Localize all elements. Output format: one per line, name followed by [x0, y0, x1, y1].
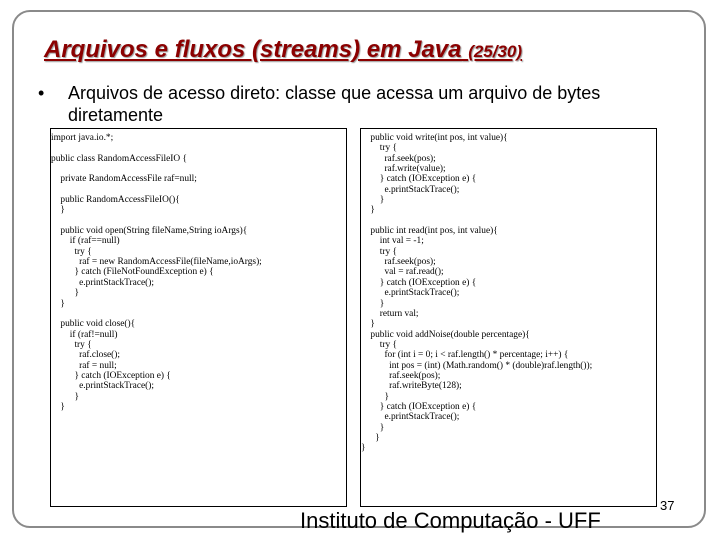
slide-title — [44, 36, 522, 64]
code-line: e.printStackTrace(); — [361, 184, 460, 195]
code-line: } — [51, 288, 79, 299]
code-line: int pos = (int) (Math.random() * (double)raf.length()); — [361, 360, 593, 371]
code-line: public RandomAccessFileIO(){ — [51, 195, 180, 206]
code-line: e.printStackTrace(); — [361, 288, 460, 299]
title-page-count: (25/30) — [468, 42, 523, 61]
footer-institution: Instituto de Computação - UFF — [300, 508, 601, 533]
code-listing-left — [50, 128, 347, 507]
code-line: public void write(int pos, int value){ — [361, 133, 508, 143]
code-line: public class RandomAccessFileIO { — [51, 153, 187, 164]
page-number: 37 — [660, 498, 675, 513]
code-line: raf = new RandomAccessFile(fileName,ioArgs); — [51, 257, 262, 268]
code-line: raf.seek(pos); — [361, 370, 441, 381]
code-line — [51, 216, 346, 226]
code-line: } — [51, 391, 79, 402]
code-line: e.printStackTrace(); — [51, 277, 155, 288]
code-line: try { — [51, 339, 92, 350]
code-line: private RandomAccessFile raf=null; — [51, 174, 197, 185]
code-line — [51, 143, 346, 153]
code-line: int val = -1; — [361, 236, 424, 247]
code-line: return val; — [361, 308, 419, 319]
code-line: } — [361, 422, 385, 433]
code-listing-right — [360, 128, 657, 507]
code-line: e.printStackTrace(); — [51, 381, 155, 392]
code-line: public int read(int pos, int value){ — [361, 226, 498, 237]
code-line: } — [361, 443, 366, 454]
code-line: } — [51, 401, 65, 412]
code-line: if (raf==null) — [51, 236, 120, 247]
code-line: } catch (IOException e) { — [361, 174, 477, 185]
code-line: } — [51, 205, 65, 216]
code-line: import java.io.*; — [51, 133, 114, 143]
code-line: try { — [361, 143, 398, 154]
code-line: raf.seek(pos); — [361, 257, 436, 268]
code-line: } catch (IOException e) { — [51, 370, 171, 381]
code-line: } — [361, 319, 375, 330]
code-line: try { — [361, 339, 398, 350]
code-line: raf.writeByte(128); — [361, 381, 462, 392]
code-line: raf.write(value); — [361, 164, 446, 175]
title-main: Arquivos e fluxos (streams) em Java — [44, 36, 462, 63]
bullet-text: Arquivos de acesso direto: classe que acessa um arquivo de bytes diretamente — [68, 83, 601, 125]
code-line — [51, 185, 346, 195]
code-line: } — [51, 298, 65, 309]
code-line: } — [361, 298, 385, 309]
code-line: try { — [51, 246, 92, 257]
code-line: try { — [361, 246, 398, 257]
code-line: } — [361, 205, 375, 216]
code-line: public void open(String fileName,String ioArgs){ — [51, 226, 248, 237]
bullet-icon: • — [38, 83, 45, 103]
code-line: raf.close(); — [51, 350, 120, 361]
code-line: raf = null; — [51, 360, 117, 371]
code-line: } — [361, 195, 385, 206]
code-line: } — [361, 391, 389, 402]
code-line: public void close(){ — [51, 319, 136, 330]
code-line: public void addNoise(double percentage){ — [361, 329, 530, 340]
code-line: e.printStackTrace(); — [361, 412, 460, 423]
code-line: raf.seek(pos); — [361, 153, 436, 164]
code-line: } catch (IOException e) { — [361, 401, 477, 412]
code-line: if (raf!=null) — [51, 329, 118, 340]
code-line: } catch (FileNotFoundException e) { — [51, 267, 214, 278]
code-line: val = raf.read(); — [361, 267, 444, 278]
code-line: } catch (IOException e) { — [361, 277, 477, 288]
code-line — [361, 216, 656, 226]
code-line: for (int i = 0; i < raf.length() * percentage; i++) { — [361, 350, 569, 361]
code-line — [51, 164, 346, 174]
code-line: } — [361, 432, 380, 443]
code-line — [51, 309, 346, 319]
